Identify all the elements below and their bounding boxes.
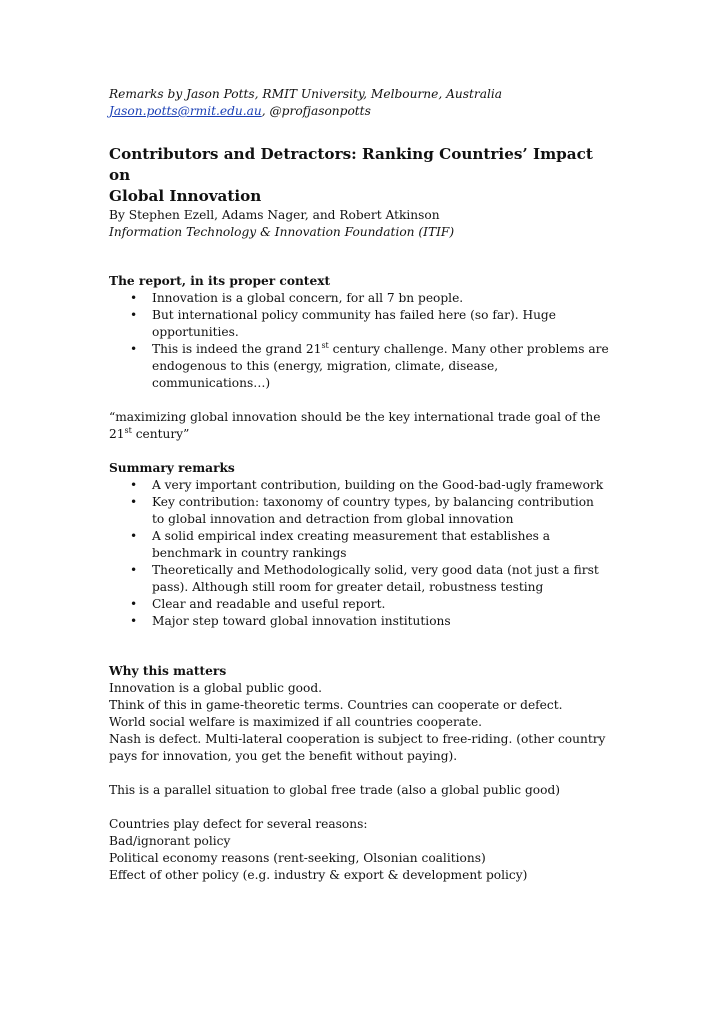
why-line: World social welfare is maximized if all countries cooperate. bbox=[109, 715, 483, 729]
list-item: • Major step toward global innovation institutions bbox=[130, 614, 451, 628]
parallel-paragraph: This is a parallel situation to global free trade (also a global public good) bbox=[109, 783, 561, 797]
bullet-icon: • bbox=[130, 563, 138, 577]
list-item: • Key contribution: taxonomy of country types, by balancing contribution to global innovation and detraction from global innovation bbox=[130, 495, 594, 526]
why-line: Innovation is a global public good. bbox=[109, 681, 323, 695]
report-organization: Information Technology & Innovation Foundation (ITIF) bbox=[109, 225, 455, 239]
bullet-icon: • bbox=[130, 478, 138, 492]
list-item: • Clear and readable and useful report. bbox=[130, 597, 386, 611]
report-authors: By Stephen Ezell, Adams Nager, and Robert Atkinson bbox=[109, 208, 440, 222]
report-title: Contributors and Detractors: Ranking Countries’ Impact on Global Innovation bbox=[109, 145, 593, 205]
summary-heading: Summary remarks bbox=[109, 461, 235, 475]
summary-bullet-list bbox=[109, 477, 614, 630]
bullet-icon: • bbox=[130, 342, 138, 356]
bullet-icon: • bbox=[130, 495, 138, 509]
email-link[interactable]: Jason.potts@rmit.edu.au bbox=[109, 104, 262, 118]
why-line: Nash is defect. Multi-lateral cooperation is subject to free-riding. (other country bbox=[109, 732, 606, 746]
list-item: • A very important contribution, building on the Good-bad-ugly framework bbox=[130, 478, 604, 492]
why-line: Think of this in game-theoretic terms. Countries can cooperate or defect. bbox=[109, 698, 563, 712]
list-item: • Theoretically and Methodologically solid, very good data (not just a first pass). Although still room for greater detail, robustness testing bbox=[130, 563, 599, 594]
bullet-icon: • bbox=[130, 597, 138, 611]
defect-reason: Bad/ignorant policy bbox=[109, 834, 231, 848]
why-heading: Why this matters bbox=[109, 664, 227, 678]
defect-reason: Political economy reasons (rent-seeking, Olsonian coalitions) bbox=[109, 851, 486, 865]
context-bullet-list bbox=[109, 290, 614, 392]
bullet-icon: • bbox=[130, 529, 138, 543]
defect-reason: Effect of other policy (e.g. industry & export & development policy) bbox=[109, 868, 528, 882]
list-item: • This is indeed the grand 21st century challenge. Many other problems are endogenous to this (energy, migration, climate, disease, communications…) bbox=[130, 341, 609, 390]
remarks-line: Remarks by Jason Potts, RMIT University, Melbourne, Australia bbox=[109, 87, 503, 101]
contact-line bbox=[109, 103, 614, 120]
why-line: pays for innovation, you get the benefit without paying). bbox=[109, 749, 458, 763]
bullet-icon: • bbox=[130, 614, 138, 628]
list-item: • A solid empirical index creating measurement that establishes a benchmark in country rankings bbox=[130, 529, 551, 560]
bullet-icon: • bbox=[130, 291, 138, 305]
twitter-handle: , @profjasonpotts bbox=[261, 104, 371, 118]
context-heading: The report, in its proper context bbox=[109, 274, 331, 288]
innovation-quote: “maximizing global innovation should be the key international trade goal of the 21st century” bbox=[109, 410, 601, 441]
document-page bbox=[109, 86, 614, 884]
bullet-icon: • bbox=[130, 308, 138, 322]
defect-intro: Countries play defect for several reasons: bbox=[109, 817, 368, 831]
list-item: • Innovation is a global concern, for all 7 bn people. bbox=[130, 291, 464, 305]
list-item: • But international policy community has failed here (so far). Huge opportunities. bbox=[130, 308, 556, 339]
